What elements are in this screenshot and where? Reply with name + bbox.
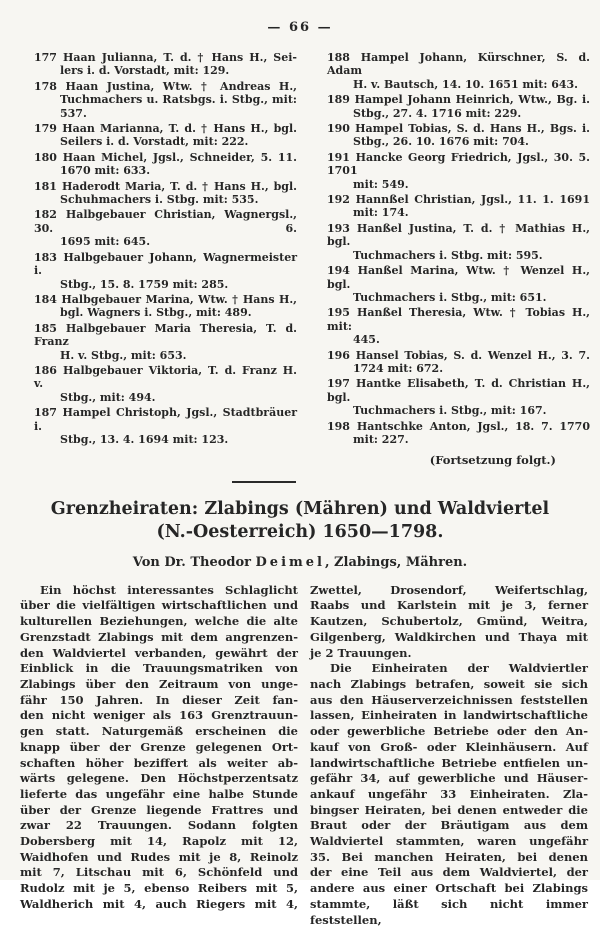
entry-continuation-line: bgl. Wagners i. Stbg., mit: 489. xyxy=(60,306,252,320)
byline-author-name: Deimel xyxy=(255,554,325,570)
register-entry xyxy=(34,180,297,207)
entry-continuation-line: H. v. Stbg., mit: 653. xyxy=(60,348,187,362)
body-text-line: kulturellen Beziehungen, welche die alte xyxy=(20,614,298,629)
marriage-register-section xyxy=(0,51,600,468)
entry-text: Halbgebauer Johann, Wagnermeister i. xyxy=(34,250,297,278)
entry-continuation-line: Schuhmachers i. Stbg. mit: 535. xyxy=(60,193,259,207)
entry-number: 185 xyxy=(34,321,57,335)
body-text-line: oder gewerbliche Betriebe oder den An- xyxy=(310,724,588,739)
entry-first-line xyxy=(327,377,590,404)
register-entry xyxy=(34,406,297,446)
entry-text: Haan Julianna, T. d. † Hans H., Sei- xyxy=(63,51,297,64)
entry-number: 190 xyxy=(327,122,350,136)
entry-continuation-line: 1670 mit: 633. xyxy=(60,164,151,178)
byline-prefix: Von Dr. Theodor xyxy=(132,554,256,570)
body-text-line: Waidhofen und Rudes mit je 8, Reinolz xyxy=(20,849,298,864)
entry-text: Haan Marianna, T. d. † Hans H., bgl. xyxy=(62,122,297,136)
entry-continuation-line: Stbg., 15. 8. 1759 mit: 285. xyxy=(60,277,229,291)
entry-first-line xyxy=(327,51,590,78)
entry-first-line xyxy=(34,293,297,306)
entry-number: 197 xyxy=(327,377,350,391)
body-text-line: der eine Teil aus dem Waldviertel, der xyxy=(310,865,588,880)
entry-text: Haan Justina, Wtw. † Andreas H., xyxy=(65,79,297,93)
entry-continuation-line: 1695 mit: 645. xyxy=(60,235,151,249)
entry-number: 187 xyxy=(34,406,57,420)
register-left-column xyxy=(34,51,297,468)
entry-text: Hanßel Marina, Wtw. † Wenzel H., bgl. xyxy=(327,264,590,291)
entry-number: 191 xyxy=(327,150,350,164)
entry-text: Hanßel Justina, T. d. † Mathias H., bgl. xyxy=(327,221,590,249)
register-entry xyxy=(34,251,297,291)
entry-continuation-line: Tuchmachers i. Stbg., mit: 167. xyxy=(353,404,547,418)
register-entry xyxy=(34,122,297,149)
body-text-line: Die Einheiraten der Waldviertler xyxy=(330,661,588,676)
body-text-line: Einblick in die Trauungsmatriken von xyxy=(20,661,298,676)
body-text-line: knapp über der Grenze gelegenen Ort- xyxy=(20,739,298,754)
entry-number: 186 xyxy=(34,363,57,377)
entry-number: 184 xyxy=(34,292,57,306)
entry-continuation-line: Stbg., 27. 4. 1716 mit: 229. xyxy=(353,106,522,120)
body-text-line: andere aus einer Ortschaft bei Zlabings xyxy=(310,881,588,896)
entry-continuation-line: 1724 mit: 672. xyxy=(353,361,444,375)
register-entry xyxy=(327,193,590,220)
entry-continuation-line: 445. xyxy=(353,333,380,347)
entry-number: 183 xyxy=(34,250,57,264)
entry-text: Halbgebauer Marina, Wtw. † Hans H., xyxy=(61,292,297,306)
body-text-line: fähr 150 Jahren. In dieser Zeit fan- xyxy=(20,692,298,707)
entry-text: Halbgebauer Maria Theresia, T. d. Franz xyxy=(34,321,297,349)
section-divider-rule xyxy=(232,481,296,483)
body-text-line: über die vielfältigen wirtschaftlichen und xyxy=(20,598,298,613)
entry-number: 177 xyxy=(34,51,57,64)
body-text-line: Ein höchst interessantes Schlaglicht xyxy=(40,582,298,597)
body-text-line: Braut oder der Bräutigam aus dem xyxy=(310,818,588,833)
entry-number: 194 xyxy=(327,264,350,278)
entry-first-line xyxy=(34,151,297,164)
register-entry xyxy=(327,420,590,447)
entry-number: 195 xyxy=(327,306,350,320)
entry-first-line xyxy=(34,364,297,391)
body-text-line: Gilgenberg, Waldkirchen und Thaya mit xyxy=(310,629,588,644)
article-title-line1: Grenzheiraten: Zlabings (Mähren) und Waldviertel xyxy=(50,498,550,519)
register-entry xyxy=(34,364,297,404)
entry-first-line xyxy=(327,151,590,178)
entry-number: 189 xyxy=(327,93,350,107)
entry-number: 188 xyxy=(327,51,350,64)
register-entry xyxy=(327,51,590,91)
entry-first-line xyxy=(34,208,297,235)
entry-continuation-line: lers i. d. Vorstadt, mit: 129. xyxy=(60,64,230,78)
entry-first-line xyxy=(327,264,590,291)
entry-text: Hampel Johann, Kürschner, S. d. Adam xyxy=(327,51,590,78)
entry-continuation-line: H. v. Bautsch, 14. 10. 1651 mit: 643. xyxy=(353,77,579,91)
body-text-line: gefähr 34, auf gewerbliche und Häuser- xyxy=(310,771,588,786)
body-text-line: Waldherich mit 4, auch Riegers mit 4, xyxy=(20,896,298,911)
entry-continuation-line: Stbg., 13. 4. 1694 mit: 123. xyxy=(60,432,229,446)
entry-first-line xyxy=(327,306,590,333)
entry-continuation-line: mit: 174. xyxy=(353,206,409,220)
entry-text: Hannßel Christian, Jgsl., 11. 1. 1691 xyxy=(355,193,590,207)
register-entry xyxy=(34,80,297,120)
entry-first-line xyxy=(34,251,297,278)
register-entry xyxy=(34,293,297,320)
body-text-line: schaften höher beziffert als weiter ab- xyxy=(20,755,298,770)
body-text-line: bingser Heiraten, bei denen entweder die xyxy=(310,802,588,817)
entry-number: 193 xyxy=(327,221,350,235)
register-entry xyxy=(34,208,297,248)
body-text-line: Grenzstadt Zlabings mit dem angrenzen- xyxy=(20,629,298,644)
article-body xyxy=(0,583,600,928)
entry-first-line xyxy=(34,180,297,193)
entry-text: Hampel Tobias, S. d. Hans H., Bgs. i. xyxy=(355,122,590,136)
register-entry xyxy=(327,93,590,120)
body-text-line: wärts gelegene. Den Höchstperzentsatz xyxy=(20,771,298,786)
body-text-line: Raabs und Karlstein mit je 3, ferner xyxy=(310,598,588,613)
entry-first-line xyxy=(327,222,590,249)
entry-continuation-line: mit: 227. xyxy=(353,432,409,446)
article-title xyxy=(0,498,600,544)
entry-number: 180 xyxy=(34,150,57,164)
entry-number: 182 xyxy=(34,208,57,222)
body-text-line: nach Zlabings betrafen, soweit sie sich xyxy=(310,677,588,691)
register-entry xyxy=(327,122,590,149)
entry-number: 179 xyxy=(34,122,57,136)
body-text-line: Rudolz mit je 5, ebenso Reibers mit 5, xyxy=(20,881,298,896)
entry-number: 198 xyxy=(327,419,350,433)
body-text-line: mit 7, Litschau mit 6, Schönfeld und xyxy=(20,865,298,880)
entry-continuation-line: Tuchmachers u. Ratsbgs. i. Stbg., mit: xyxy=(60,93,297,107)
entry-continuation-line: Tuchmachers i. Stbg. mit: 595. xyxy=(353,248,543,262)
entry-text: Hansel Tobias, S. d. Wenzel H., 3. 7. xyxy=(355,348,590,362)
entry-text: Hantke Elisabeth, T. d. Christian H., bgl. xyxy=(327,377,590,404)
entry-first-line xyxy=(34,80,297,93)
entry-number: 196 xyxy=(327,348,350,362)
entry-continuation-line: Stbg., 26. 10. 1676 mit: 704. xyxy=(353,135,529,149)
entry-continuation-line: Seilers i. d. Vorstadt, mit: 222. xyxy=(60,135,249,149)
entry-text: Haderodt Maria, T. d. † Hans H., bgl. xyxy=(61,179,297,193)
register-right-entries xyxy=(327,51,590,446)
page-number: — 66 — xyxy=(267,20,333,35)
body-text-line: Zwettel, Drosendorf, Weifertschlag, xyxy=(310,582,588,597)
body-text-line: zwar 22 Trauungen. Sodann folgten xyxy=(20,818,298,833)
register-entry xyxy=(327,349,590,376)
body-text-line: gen statt. Naturgemäß erscheinen die xyxy=(20,724,298,739)
article-title-line2: (N.-Oesterreich) 1650—1798. xyxy=(156,521,444,542)
entry-text: Hampel Johann Heinrich, Wtw., Bg. i. xyxy=(354,93,590,107)
body-text-line: 35. Bei manchen Heiraten, bei denen xyxy=(310,849,588,864)
entry-continuation-line: Stbg., mit: 494. xyxy=(60,390,156,404)
entry-first-line xyxy=(34,51,297,64)
body-text-line: je 2 Trauungen. xyxy=(310,645,412,660)
body-text-line: ankauf ungefähr 33 Einheiraten. Zla- xyxy=(310,786,588,801)
continuation-note: (Fortsetzung folgt.) xyxy=(429,453,556,468)
body-text-line: Dobersberg mit 14, Rapolz mit 12, xyxy=(20,834,298,849)
entry-continuation-line: 537. xyxy=(60,106,87,120)
body-text-line: Waldviertel stammten, waren ungefähr xyxy=(310,834,588,849)
article-body-left-column xyxy=(20,583,298,928)
article-body-right-column xyxy=(310,583,588,928)
entry-continuation-line: Tuchmachers i. Stbg., mit: 651. xyxy=(353,290,547,304)
body-text-line: den nicht weniger als 163 Grenztrauun- xyxy=(20,708,298,723)
body-text-line: lieferte das ungefähr eine halbe Stunde xyxy=(20,786,298,801)
body-text-line: lassen, Einheiraten in landwirtschaftliche xyxy=(310,708,588,723)
body-text-line: aus den Häuserverzeichnissen feststellen xyxy=(310,692,588,707)
register-entry xyxy=(327,151,590,191)
register-right-column xyxy=(327,51,590,468)
entry-text: Halbgebauer Viktoria, T. d. Franz H. v. xyxy=(34,363,297,391)
entry-text: Haan Michel, Jgsl., Schneider, 5. 11. xyxy=(62,150,297,164)
entry-number: 181 xyxy=(34,179,57,193)
entry-number: 178 xyxy=(34,79,57,93)
register-entry xyxy=(34,322,297,362)
entry-first-line xyxy=(327,349,590,362)
entry-first-line xyxy=(34,122,297,135)
entry-text: Halbgebauer Christian, Wagnergsl., 30. 6. xyxy=(34,208,297,235)
register-entry xyxy=(327,306,590,346)
body-text-line: stammte, läßt sich nicht immer feststellen, xyxy=(310,896,588,927)
entry-first-line xyxy=(327,122,590,135)
register-entry xyxy=(327,377,590,417)
body-text-line: landwirtschaftliche Betriebe entfielen un- xyxy=(310,755,588,770)
body-text-line: Kautzen, Schubertolz, Gmünd, Weitra, xyxy=(310,614,588,629)
entry-first-line xyxy=(327,420,590,433)
body-text-line: den Waldviertel verbanden, gewährt der xyxy=(20,645,298,660)
entry-first-line xyxy=(327,193,590,206)
entry-first-line xyxy=(327,93,590,106)
register-entry xyxy=(34,151,297,178)
register-entry xyxy=(327,264,590,304)
register-entry xyxy=(327,222,590,262)
entry-text: Hampel Christoph, Jgsl., Stadtbräuer i. xyxy=(34,406,297,433)
article-byline xyxy=(0,555,600,570)
entry-text: Hancke Georg Friedrich, Jgsl., 30. 5. 1701 xyxy=(327,150,590,178)
entry-continuation-line: mit: 549. xyxy=(353,177,409,191)
body-text-line: über der Grenze liegende Frattres und xyxy=(20,802,298,817)
register-entry xyxy=(34,51,297,78)
entry-text: Hanßel Theresia, Wtw. † Tobias H., mit: xyxy=(327,306,590,333)
byline-suffix: , Zlabings, Mähren. xyxy=(324,554,468,570)
entry-first-line xyxy=(34,322,297,349)
body-text-line: Zlabings über den Zeitraum von unge- xyxy=(20,677,298,691)
entry-number: 192 xyxy=(327,193,350,207)
entry-first-line xyxy=(34,406,297,433)
entry-text: Hantschke Anton, Jgsl., 18. 7. 1770 xyxy=(356,419,590,433)
body-text-line: kauf von Groß- oder Kleinhäusern. Auf xyxy=(310,739,588,754)
